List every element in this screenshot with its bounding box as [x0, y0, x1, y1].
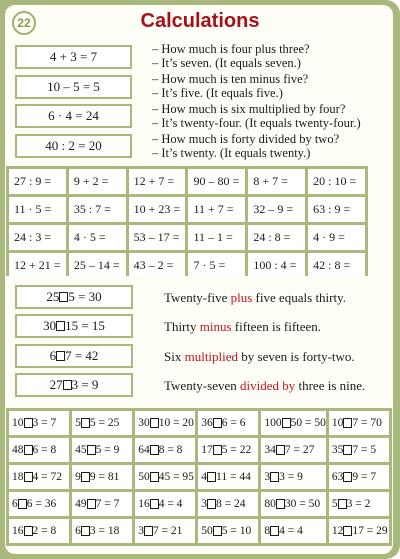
missing-operator-cell[interactable]: 16 4 = 4: [135, 492, 195, 516]
missing-operator-cell[interactable]: 36 6 = 6: [198, 411, 258, 435]
exercise-cell[interactable]: 9 + 2 =: [69, 169, 126, 194]
exercise-cell[interactable]: 42 : 8 =: [308, 253, 365, 278]
missing-operator-cell[interactable]: 3 7 = 21: [135, 519, 195, 543]
blank-square[interactable]: [81, 472, 90, 482]
answer-text: – It’s seven. (It equals seven.): [152, 56, 301, 70]
blank-square[interactable]: [270, 472, 279, 482]
exercise-cell[interactable]: 25 – 14 =: [69, 253, 126, 278]
exercise-grid: [6, 166, 368, 281]
operator-sentence: Twenty-five plus five equals thirty.: [164, 290, 347, 305]
exercise-cell[interactable]: 35 : 7 =: [69, 197, 126, 222]
blank-square[interactable]: [270, 526, 279, 536]
blank-square[interactable]: [59, 292, 68, 302]
blank-square[interactable]: [150, 499, 159, 509]
page-title: Calculations: [140, 10, 260, 32]
missing-operator-cell[interactable]: 3 3 = 9: [261, 465, 326, 489]
operator-sentence: Twenty-seven divided by three is nine.: [164, 378, 366, 393]
blank-square[interactable]: [24, 418, 33, 428]
question-text: – How much is ten minus five?: [152, 72, 309, 86]
blank-square[interactable]: [81, 418, 90, 428]
missing-operator-cell[interactable]: 34 7 = 27: [261, 438, 326, 462]
exercise-cell[interactable]: 10 + 23 =: [129, 197, 186, 222]
missing-operator-equation: 30 15 = 15: [15, 314, 133, 338]
page-number: 22: [12, 11, 36, 35]
blank-square[interactable]: [24, 445, 33, 455]
exercise-cell[interactable]: 63 : 9 =: [308, 197, 365, 222]
blank-square[interactable]: [213, 418, 222, 428]
exercise-cell[interactable]: 100 : 4 =: [248, 253, 305, 278]
blank-square[interactable]: [207, 472, 216, 482]
blank-square[interactable]: [150, 445, 159, 455]
exercise-cell[interactable]: 12 + 21 =: [9, 253, 66, 278]
missing-operator-cell[interactable]: 5 5 = 25: [72, 411, 132, 435]
example-equation: 40 : 2 = 20: [15, 134, 132, 158]
missing-operator-cell[interactable]: 5 3 = 2: [329, 492, 389, 516]
question-text: – How much is six multiplied by four?: [152, 102, 346, 116]
missing-operator-cell[interactable]: 64 8 = 8: [135, 438, 195, 462]
blank-square[interactable]: [343, 472, 352, 482]
exercise-cell[interactable]: 8 + 7 =: [248, 169, 305, 194]
operator-word: multiplied: [184, 349, 239, 364]
question-text: – How much is four plus three?: [152, 42, 310, 56]
example-dialog: [152, 42, 310, 70]
blank-square[interactable]: [213, 445, 222, 455]
exercise-cell[interactable]: 12 + 7 =: [129, 169, 186, 194]
blank-square[interactable]: [87, 445, 96, 455]
blank-square[interactable]: [18, 499, 27, 509]
missing-operator-grid: [6, 408, 392, 546]
example-equation: 6 · 4 = 24: [15, 104, 132, 128]
blank-square[interactable]: [150, 418, 159, 428]
missing-operator-cell[interactable]: 6 6 = 36: [9, 492, 69, 516]
missing-operator-cell[interactable]: 50 45 = 95: [135, 465, 195, 489]
blank-square[interactable]: [144, 526, 153, 536]
missing-operator-cell[interactable]: 4 11 = 44: [198, 465, 258, 489]
missing-operator-cell[interactable]: 80 30 = 50: [261, 492, 326, 516]
answer-text: – It’s twenty-four. (It equals twenty-four.): [152, 116, 361, 130]
missing-operator-cell[interactable]: 6 3 = 18: [72, 519, 132, 543]
exercise-cell[interactable]: 4 · 5 =: [69, 225, 126, 250]
exercise-cell[interactable]: 11 · 5 =: [9, 197, 66, 222]
blank-square[interactable]: [276, 445, 285, 455]
missing-operator-cell[interactable]: 9 9 = 81: [72, 465, 132, 489]
operator-sentence: Thirty minus fifteen is fifteen.: [164, 319, 322, 334]
missing-operator-cell[interactable]: 17 5 = 22: [198, 438, 258, 462]
exercise-cell[interactable]: 43 – 2 =: [129, 253, 186, 278]
question-text: – How much is forty divided by two?: [152, 132, 340, 146]
example-equation: 4 + 3 = 7: [15, 45, 132, 69]
operator-sentence: Six multiplied by seven is forty-two.: [164, 349, 355, 364]
missing-operator-cell[interactable]: 18 4 = 72: [9, 465, 69, 489]
operator-word: plus: [230, 290, 253, 305]
blank-square[interactable]: [276, 499, 285, 509]
missing-operator-cell[interactable]: 10 7 = 70: [329, 411, 389, 435]
blank-square[interactable]: [282, 418, 291, 428]
exercise-cell[interactable]: 7 · 5 =: [188, 253, 245, 278]
missing-operator-cell[interactable]: 10 3 = 7: [9, 411, 69, 435]
blank-square[interactable]: [343, 526, 352, 536]
blank-square[interactable]: [343, 445, 352, 455]
missing-operator-cell[interactable]: 100 50 = 50: [261, 411, 326, 435]
blank-square[interactable]: [207, 499, 216, 509]
example-dialog: [152, 132, 339, 160]
blank-square[interactable]: [63, 380, 72, 390]
example-equation: 10 – 5 = 5: [15, 75, 132, 99]
exercise-cell[interactable]: 32 – 9 =: [248, 197, 305, 222]
operator-word: minus: [199, 319, 232, 334]
example-dialog: [152, 72, 308, 100]
operator-word: divided by: [239, 378, 296, 393]
exercise-cell[interactable]: 53 – 17 =: [129, 225, 186, 250]
exercise-cell[interactable]: 27 : 9 =: [9, 169, 66, 194]
missing-operator-cell[interactable]: 3 8 = 24: [198, 492, 258, 516]
missing-operator-equation: 25 5 = 30: [15, 285, 133, 309]
exercise-cell[interactable]: 90 – 80 =: [188, 169, 245, 194]
blank-square[interactable]: [213, 526, 222, 536]
missing-operator-cell[interactable]: 16 2 = 8: [9, 519, 69, 543]
exercise-cell[interactable]: 4 · 9 =: [308, 225, 365, 250]
blank-square[interactable]: [87, 499, 96, 509]
answer-text: – It’s twenty. (It equals twenty.): [152, 146, 311, 160]
blank-square[interactable]: [81, 526, 90, 536]
blank-square[interactable]: [56, 321, 65, 331]
missing-operator-cell[interactable]: 49 7 = 7: [72, 492, 132, 516]
blank-square[interactable]: [56, 351, 65, 361]
exercise-cell[interactable]: 11 – 1 =: [188, 225, 245, 250]
blank-square[interactable]: [338, 499, 347, 509]
blank-square[interactable]: [150, 472, 159, 482]
exercise-cell[interactable]: 24 : 8 =: [248, 225, 305, 250]
missing-operator-cell[interactable]: 63 9 = 7: [329, 465, 389, 489]
missing-operator-cell[interactable]: 35 7 = 5: [329, 438, 389, 462]
exercise-cell[interactable]: 20 : 10 =: [308, 169, 365, 194]
blank-square[interactable]: [24, 526, 33, 536]
blank-square[interactable]: [24, 472, 33, 482]
missing-operator-cell[interactable]: 8 4 = 4: [261, 519, 326, 543]
blank-square[interactable]: [343, 418, 352, 428]
missing-operator-cell[interactable]: 50 5 = 10: [198, 519, 258, 543]
missing-operator-cell[interactable]: 45 5 = 9: [72, 438, 132, 462]
exercise-cell[interactable]: 24 : 3 =: [9, 225, 66, 250]
missing-operator-equation: 6 7 = 42: [15, 344, 133, 368]
example-dialog: [152, 102, 361, 130]
exercise-cell[interactable]: 11 + 7 =: [188, 197, 245, 222]
missing-operator-cell[interactable]: 12 17 = 29: [329, 519, 389, 543]
missing-operator-cell[interactable]: 30 10 = 20: [135, 411, 195, 435]
missing-operator-cell[interactable]: 48 6 = 8: [9, 438, 69, 462]
missing-operator-equation: 27 3 = 9: [15, 373, 133, 397]
answer-text: – It’s five. (It equals five.): [152, 86, 283, 100]
